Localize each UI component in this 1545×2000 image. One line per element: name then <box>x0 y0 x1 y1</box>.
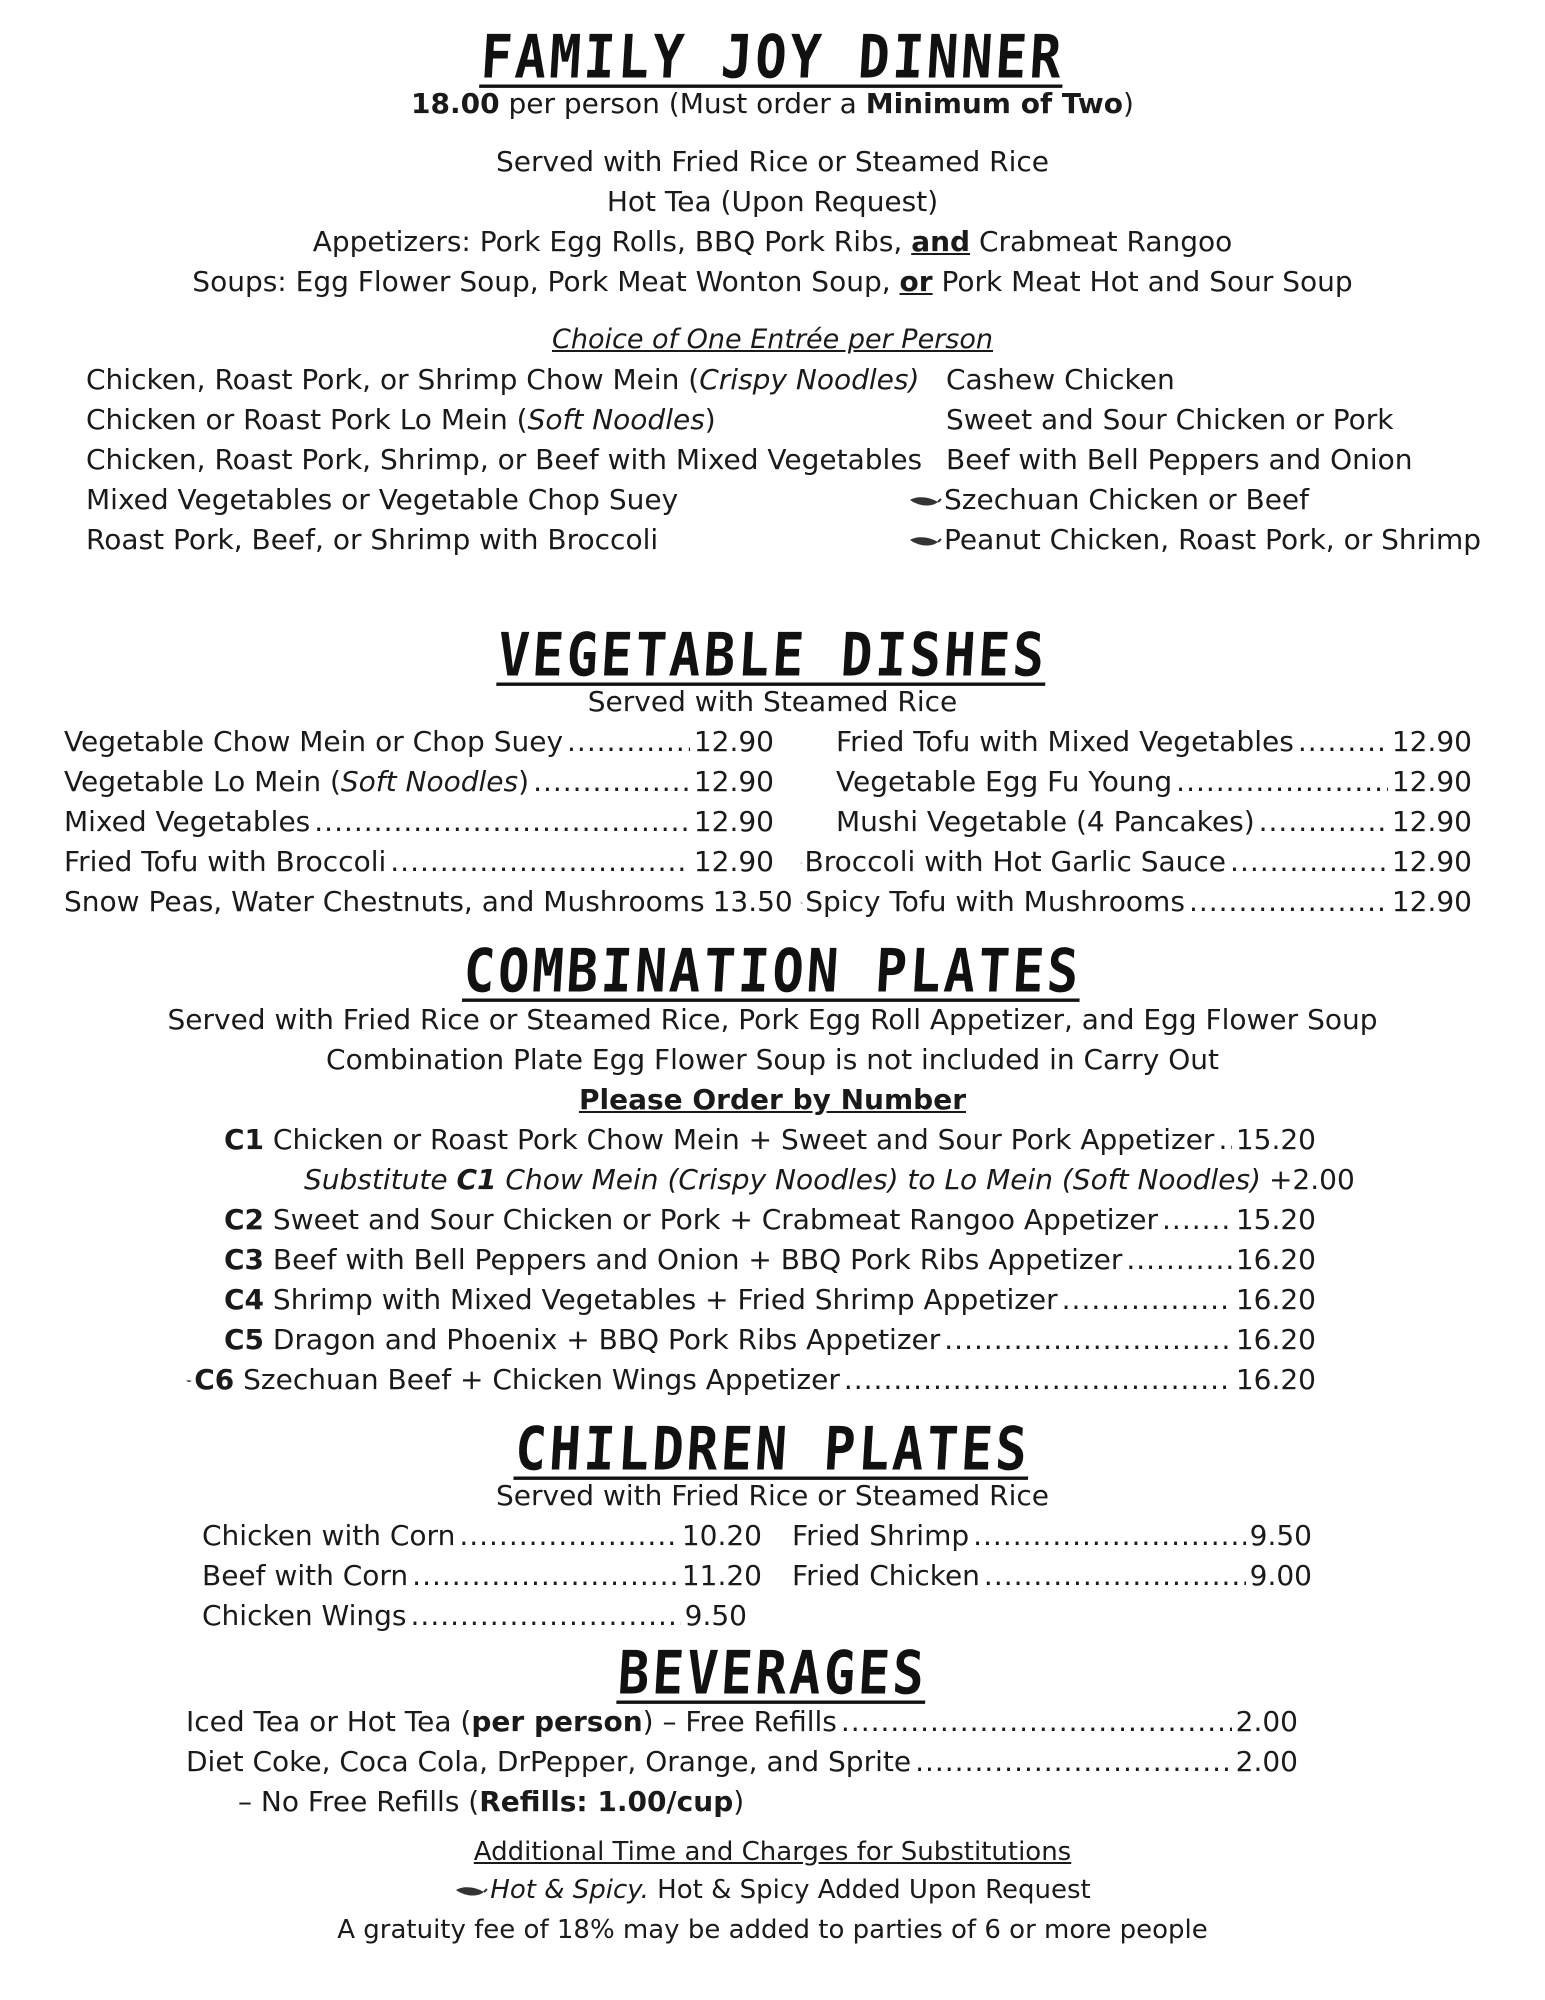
list-item: Peanut Chicken, Roast Pork, or Shrimp <box>908 520 1468 560</box>
gratuity-note: A gratuity fee of 18% may be added to parties of 6 or more people <box>337 1915 1208 1945</box>
list-item: Beef with Bell Peppers and Onion <box>946 443 1413 476</box>
choice-heading: Choice of One Entrée per Person <box>552 324 993 355</box>
chili-pepper-icon <box>454 1883 488 1899</box>
menu-item: Spicy Tofu with Mushrooms ..... 12.90 <box>800 882 1472 922</box>
chili-pepper-icon <box>186 1373 192 1389</box>
family-price-end: ) <box>1123 87 1134 120</box>
apps-text-a: Appetizers: Pork Egg Rolls, BBQ Pork Ribs, <box>312 225 912 258</box>
menu-item: Chicken Wings ..... 9.50 <box>202 1596 747 1636</box>
list-item: Chicken, Roast Pork, Shrimp, or Beef with Mixed Vegetables <box>86 443 923 476</box>
combination-list <box>186 1120 1355 1400</box>
family-price-text: per person (Must order a <box>499 87 866 120</box>
list-item: Roast Pork, Beef, or Shrimp with Broccoli <box>86 523 659 556</box>
list-item: Cashew Chicken <box>946 363 1175 396</box>
vegetable-title: VEGETABLE DISHES <box>495 621 1050 691</box>
substitution-item: Substitute C1 Chow Mein (Crispy Noodles) to Lo Mein (Soft Noodles) +2.00 <box>304 1163 1355 1196</box>
menu-item: C3 Beef with Bell Peppers and Onion + BBQ Pork Ribs Appetizer ..... 16.20 <box>186 1240 1316 1280</box>
chili-pepper-icon <box>800 855 803 871</box>
menu-item: C4 Shrimp with Mixed Vegetables + Fried Shrimp Appetizer ..... 16.20 <box>186 1280 1316 1320</box>
menu-item: Vegetable Chow Mein or Chop Suey ..... 12.90 <box>64 722 774 762</box>
menu-item: Diet Coke, Coca Cola, DrPepper, Orange, and Sprite ..... 2.00 <box>186 1742 1298 1782</box>
family-appetizers <box>0 222 1545 262</box>
menu-item: C5 Dragon and Phoenix + BBQ Pork Ribs Appetizer ..... 16.20 <box>186 1320 1316 1360</box>
menu-item: Fried Tofu with Mixed Vegetables ..... 12.90 <box>800 722 1472 762</box>
children-subtitle: Served with Fried Rice or Steamed Rice <box>495 1479 1049 1512</box>
family-price: 18.00 <box>411 87 500 120</box>
list-item: Chicken, Roast Pork, or Shrimp Chow Mein (Crispy Noodles) <box>86 363 920 396</box>
spicy-text: Hot & Spicy Added Upon Request <box>648 1875 1091 1905</box>
menu-item: Vegetable Lo Mein (Soft Noodles) ..... 12.90 <box>64 762 774 802</box>
substitution-note: Additional Time and Charges for Substitutions <box>473 1837 1072 1867</box>
beverages-title: BEVERAGES <box>616 1639 929 1709</box>
children-right-list <box>792 1516 1312 1596</box>
menu-item: C1 Chicken or Roast Pork Chow Mein + Sweet and Sour Pork Appetizer ..... 15.20 <box>186 1120 1316 1160</box>
menu-item: Fried Shrimp ..... 9.50 <box>792 1516 1312 1556</box>
menu-item: Iced Tea or Hot Tea (per person) – Free Refills ..... 2.00 <box>186 1702 1298 1742</box>
soups-text-b: Pork Meat Hot and Sour Soup <box>932 265 1353 298</box>
spicy-note <box>0 1870 1545 1910</box>
menu-item: Chicken with Corn ..... 10.20 <box>202 1516 762 1556</box>
soups-or: or <box>899 265 933 298</box>
chili-pepper-icon <box>908 533 942 549</box>
vegetable-subtitle: Served with Steamed Rice <box>587 685 958 718</box>
family-minimum: Minimum of Two <box>865 87 1124 120</box>
family-left-list <box>86 360 936 560</box>
apps-and: and <box>911 225 971 258</box>
menu-item: C2 Sweet and Sour Chicken or Pork + Crabmeat Rangoo Appetizer ..... 15.20 <box>186 1200 1316 1240</box>
order-by-number: Please Order by Number <box>578 1083 967 1116</box>
menu-item: Snow Peas, Water Chestnuts, and Mushrooms 13.50 <box>64 885 793 918</box>
family-right-list <box>908 360 1482 560</box>
combination-served: Served with Fried Rice or Steamed Rice, Pork Egg Roll Appetizer, and Egg Flower Soup <box>167 1003 1378 1036</box>
apps-text-b: Crabmeat Rangoo <box>970 225 1233 258</box>
list-item: Chicken or Roast Pork Lo Mein (Soft Noodles) <box>86 403 716 436</box>
combination-title: COMBINATION PLATES <box>461 937 1084 1007</box>
menu-item: Broccoli with Hot Garlic Sauce ..... 12.90 <box>800 842 1472 882</box>
children-title: CHILDREN PLATES <box>513 1415 1032 1485</box>
menu-item: Beef with Corn ..... 11.20 <box>202 1556 762 1596</box>
combination-carryout-note: Combination Plate Egg Flower Soup is not included in Carry Out <box>326 1043 1219 1076</box>
beverages-list <box>186 1702 1298 1822</box>
chili-pepper-icon <box>908 493 942 509</box>
vegetable-left-list <box>64 722 793 922</box>
list-item: Szechuan Chicken or Beef <box>908 480 1468 520</box>
menu-item: Mushi Vegetable (4 Pancakes) ..... 12.90 <box>800 802 1472 842</box>
chili-pepper-icon <box>800 895 803 911</box>
vegetable-right-list <box>800 722 1472 922</box>
family-price-line <box>0 84 1545 124</box>
family-joy-title: FAMILY JOY DINNER <box>478 23 1067 93</box>
menu-item: Vegetable Egg Fu Young ..... 12.90 <box>800 762 1472 802</box>
children-left-list <box>202 1516 762 1636</box>
soups-text-a: Soups: Egg Flower Soup, Pork Meat Wonton Soup, <box>192 265 900 298</box>
refill-note: – No Free Refills (Refills: 1.00/cup) <box>238 1785 745 1818</box>
menu-item: Mixed Vegetables ..... 12.90 <box>64 802 774 842</box>
family-tea: Hot Tea (Upon Request) <box>606 185 939 218</box>
spicy-label: Hot & Spicy. <box>490 1875 649 1905</box>
list-item: Sweet and Sour Chicken or Pork <box>946 403 1394 436</box>
menu-item: Fried Tofu with Broccoli ..... 12.90 <box>64 842 774 882</box>
menu-item: Fried Chicken ..... 9.00 <box>792 1556 1312 1596</box>
family-served: Served with Fried Rice or Steamed Rice <box>495 145 1049 178</box>
menu-item: C6 Szechuan Beef + Chicken Wings Appetizer ..... 16.20 <box>186 1360 1316 1400</box>
family-soups <box>0 262 1545 302</box>
list-item: Mixed Vegetables or Vegetable Chop Suey <box>86 483 679 516</box>
